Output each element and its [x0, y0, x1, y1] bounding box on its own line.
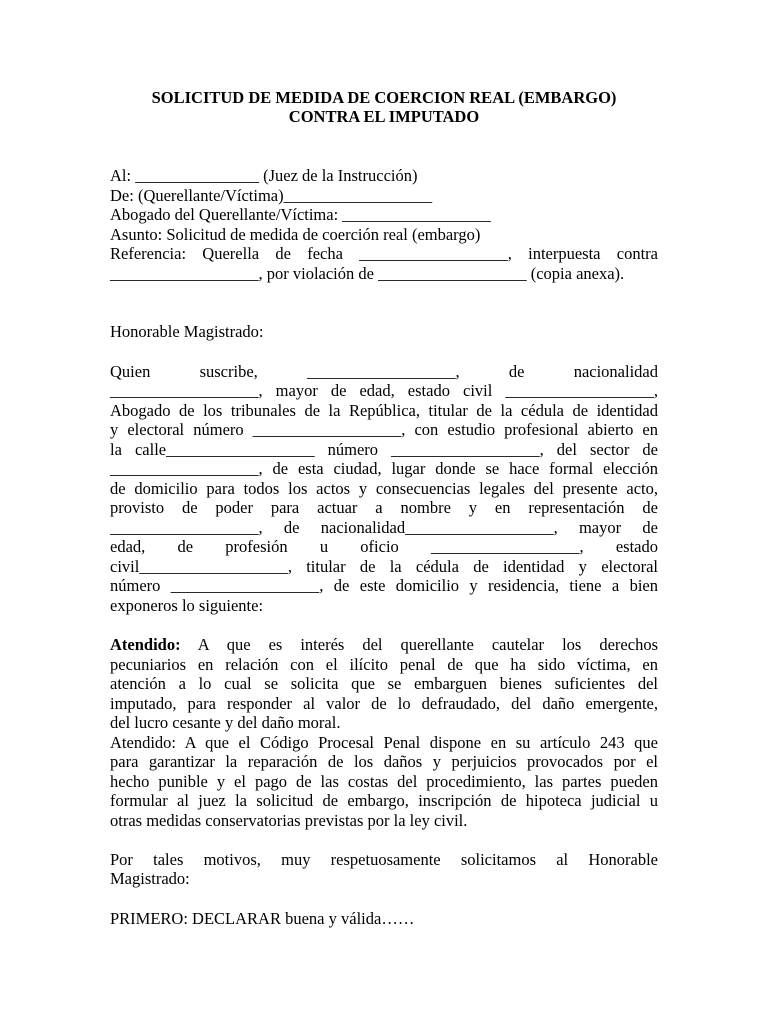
atendido-1-label: Atendido:: [110, 635, 181, 654]
atendido-2-line: otras medidas conservatorias previstas por la ley civil.: [110, 811, 468, 830]
intro-line: Quien suscribe, __________________, de nacionalidad: [110, 362, 658, 381]
intro-line: y electoral número __________________, con estudio profesional abierto en: [110, 420, 658, 439]
salutation: Honorable Magistrado:: [110, 322, 264, 341]
atendido-2-line: para garantizar la reparación de los daños y perjuicios provocados por el: [110, 752, 658, 771]
header-de: De: (Querellante/Víctima)__________________: [110, 186, 433, 205]
intro-line: civil__________________, titular de la cédula de identidad y electoral: [110, 557, 658, 576]
atendido-2-line: Atendido: A que el Código Procesal Penal dispone en su artículo 243 que: [110, 733, 658, 752]
atendido-1-text: A que es interés del querellante cautelar los derechos: [180, 635, 658, 654]
intro-line: __________________, mayor de edad, estado civil __________________,: [110, 381, 658, 400]
atendido-1-line: imputado, para responder al valor de lo defraudado, del daño emergente,: [110, 694, 658, 713]
document-title-line-1: SOLICITUD DE MEDIDA DE COERCION REAL (EMBARGO): [151, 88, 617, 107]
intro-line: la calle__________________ número __________________, del sector de: [110, 440, 658, 459]
intro-line: provisto de poder para actuar a nombre y en representación de: [110, 498, 658, 517]
atendido-1-line: del lucro cesante y del daño moral.: [110, 713, 341, 732]
header-referencia: Referencia: Querella de fecha __________________, interpuesta contra: [110, 244, 658, 263]
header-abogado: Abogado del Querellante/Víctima: __________________: [110, 205, 491, 224]
primero-line: PRIMERO: DECLARAR buena y válida……: [110, 909, 415, 928]
intro-line: edad, de profesión u oficio __________________, estado: [110, 537, 658, 556]
atendido-2-line: hecho punible y el pago de las costas del procedimiento, las partes pueden: [110, 772, 658, 791]
atendido-1-first-line: [110, 635, 658, 655]
intro-line: número __________________, de este domicilio y residencia, tiene a bien: [110, 576, 658, 595]
header-referencia-cont: __________________, por violación de __________________ (copia anexa).: [110, 264, 625, 283]
closing-line: Por tales motivos, muy respetuosamente solicitamos al Honorable: [110, 850, 658, 869]
intro-line: exponeros lo siguiente:: [110, 596, 264, 615]
header-al: Al: _______________ (Juez de la Instrucción): [110, 166, 418, 185]
header-asunto: Asunto: Solicitud de medida de coerción real (embargo): [110, 225, 481, 244]
intro-line: Abogado de los tribunales de la República, titular de la cédula de identidad: [110, 401, 658, 420]
atendido-1-line: pecuniarios en relación con el ilícito penal de que ha sido víctima, en: [110, 655, 658, 674]
intro-line: __________________, de nacionalidad__________________, mayor de: [110, 518, 658, 537]
intro-line: de domicilio para todos los actos y consecuencias legales del presente acto,: [110, 479, 658, 498]
atendido-2-line: formular al juez la solicitud de embargo, inscripción de hipoteca judicial u: [110, 791, 658, 810]
document-title-line-2: CONTRA EL IMPUTADO: [288, 107, 480, 126]
atendido-1-line: atención a lo cual se solicita que se embarguen bienes suficientes del: [110, 674, 658, 693]
closing-line: Magistrado:: [110, 869, 190, 888]
intro-line: __________________, de esta ciudad, lugar donde se hace formal elección: [110, 459, 658, 478]
